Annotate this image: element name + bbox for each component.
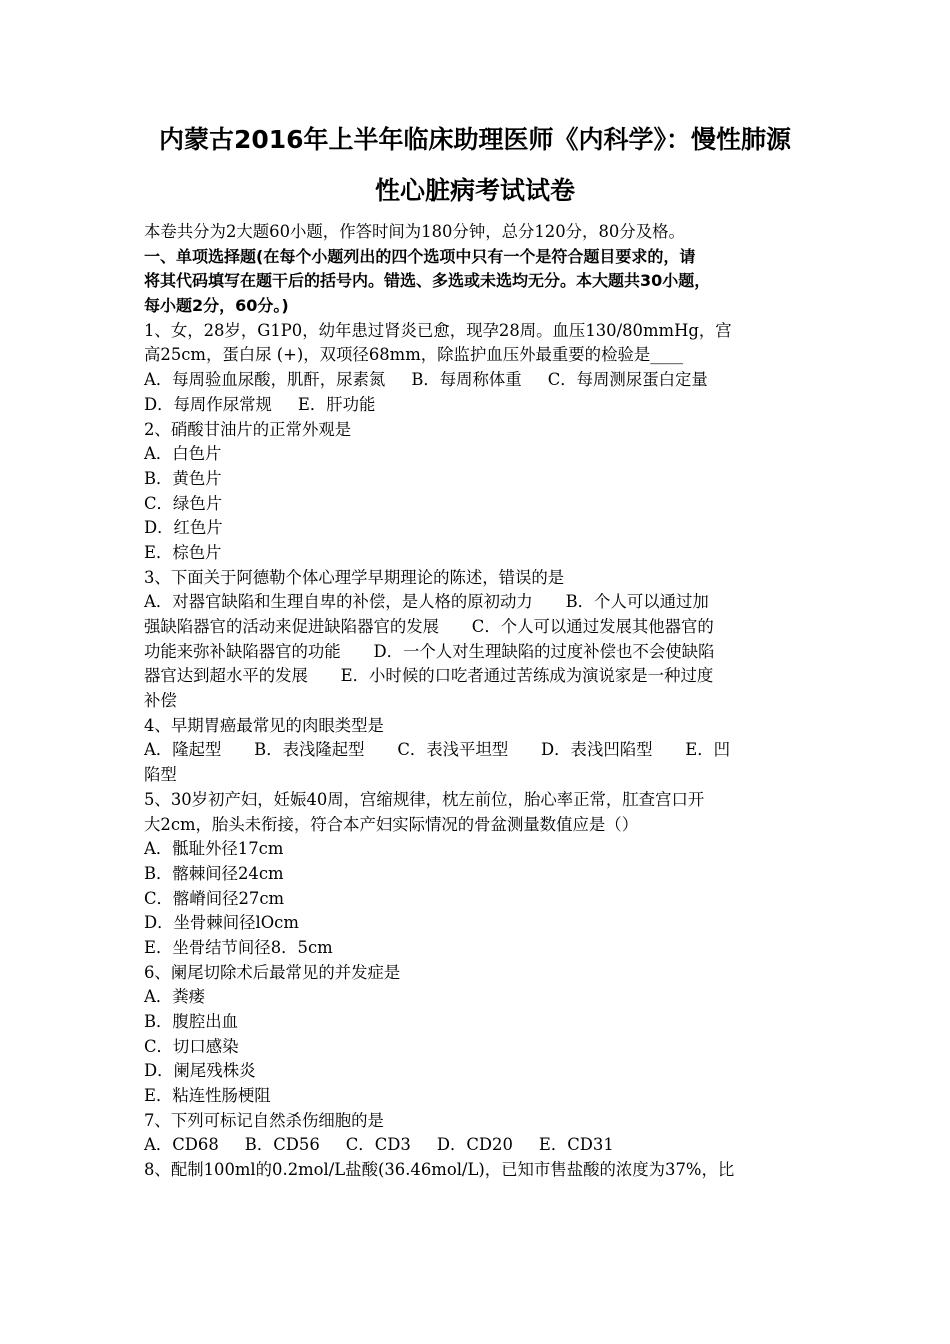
question-item	[144, 788, 809, 961]
option-row	[144, 1059, 809, 1084]
option-row	[144, 1010, 809, 1035]
answer-option[interactable]: D．每周作尿常规	[144, 394, 272, 414]
answer-option[interactable]: E．粘连性肠梗阻	[144, 1086, 271, 1106]
option-row	[144, 1133, 809, 1158]
question-item	[144, 566, 809, 714]
question-item	[144, 961, 809, 1109]
answer-option[interactable]: D．坐骨棘间径lOcm	[144, 913, 299, 933]
section-heading-line: 每小题2分，60分。)	[144, 296, 289, 316]
answer-options-line: 功能来弥补缺陷器官的功能 D．一个人对生理缺陷的过度补偿也不会使缺陷	[144, 641, 715, 661]
question-item	[144, 418, 809, 566]
answer-option[interactable]: A．CD68	[144, 1135, 219, 1155]
question-stem-line: 1、女，28岁，G1P0，幼年患过肾炎已愈，现孕28周。血压130/80mmHg，宫	[144, 320, 732, 340]
question-stem-line: 7、下列可标记自然杀伤细胞的是	[144, 1110, 384, 1130]
answer-options-line: 补偿	[144, 691, 177, 711]
question-list	[144, 319, 809, 1183]
section-heading-line: 将其代码填写在题干后的括号内。错选、多选或未选均无分。本大题共30小题，	[144, 271, 711, 291]
answer-option[interactable]: E．棕色片	[144, 542, 222, 562]
question-item	[144, 714, 809, 788]
option-row	[144, 467, 809, 492]
answer-option[interactable]: D．阑尾残株炎	[144, 1061, 256, 1081]
option-row	[144, 862, 809, 887]
answer-option[interactable]: E．CD31	[538, 1135, 614, 1155]
answer-options-line: 陷型	[144, 765, 177, 785]
option-row	[144, 1035, 809, 1060]
answer-options-line: 强缺陷器官的活动来促进缺陷器官的发展 C．个人可以通过发展其他器官的	[144, 617, 714, 636]
question-stem-line: 4、早期胃癌最常见的肉眼类型是	[144, 715, 384, 735]
question-stem-line: 2、硝酸甘油片的正常外观是	[144, 419, 352, 439]
answer-options-line: A．隆起型 B．表浅隆起型 C．表浅平坦型 D．表浅凹陷型 E．凹	[144, 740, 731, 760]
answer-option[interactable]: A．每周验血尿酸，肌酐，尿素氮	[144, 370, 386, 390]
question-stem-line: 8、配制100ml的0.2mol/L盐酸(36.46mol/L)，已知市售盐酸的浓度为37%，比	[144, 1160, 735, 1180]
section-heading-line: 一、单项选择题(在每个小题列出的四个选项中只有一个是符合题目要求的，请	[144, 246, 696, 266]
option-row	[144, 887, 809, 912]
answer-option[interactable]: B．每周称体重	[411, 370, 522, 390]
answer-option[interactable]: B．CD56	[244, 1135, 320, 1155]
question-item	[144, 1109, 809, 1158]
question-stem-line: 高25cm，蛋白尿 (+)，双项径68mm，除监护血压外最重要的检验是____	[144, 345, 684, 365]
exam-body	[144, 220, 809, 1183]
question-stem-line: 5、30岁初产妇，妊娠40周，宫缩规律，枕左前位，胎心率正常，肛查宫口开	[144, 789, 705, 809]
option-row	[144, 516, 809, 541]
answer-option[interactable]: C．切口感染	[144, 1036, 239, 1056]
option-row	[144, 541, 809, 566]
question-item	[144, 1158, 809, 1183]
answer-option[interactable]: A．白色片	[144, 444, 222, 464]
option-row	[144, 936, 809, 961]
option-row	[144, 911, 809, 936]
section-heading	[144, 245, 809, 319]
option-row	[144, 492, 809, 517]
answer-option[interactable]: B．腹腔出血	[144, 1012, 238, 1031]
answer-option[interactable]: B．黄色片	[144, 468, 222, 488]
answer-option[interactable]: A．骶耻外径17cm	[144, 839, 284, 859]
answer-option[interactable]: E．坐骨结节间径8．5cm	[144, 937, 333, 957]
option-row	[144, 368, 809, 393]
exam-title-line-1: 内蒙古2016年上半年临床助理医师《内科学》：慢性肺源	[158, 125, 792, 154]
answer-option[interactable]: A．粪瘘	[144, 987, 206, 1007]
question-stem-line: 3、下面关于阿德勒个体心理学早期理论的陈述，错误的是	[144, 567, 565, 587]
answer-option[interactable]: C．CD3	[345, 1135, 411, 1155]
answer-option[interactable]: D．红色片	[144, 518, 223, 538]
answer-option[interactable]: C．绿色片	[144, 493, 223, 513]
question-stem-line: 6、阑尾切除术后最常见的并发症是	[144, 962, 401, 982]
exam-title-line-2: 性心脏病考试试卷	[374, 176, 575, 205]
answer-option[interactable]: B．髂棘间径24cm	[144, 863, 284, 883]
answer-option[interactable]: C．每周测尿蛋白定量	[547, 370, 708, 390]
question-stem-line: 大2cm，胎头未衔接，符合本产妇实际情况的骨盆测量数值应是（）	[144, 814, 639, 834]
exam-intro: 本卷共分为2大题60小题，作答时间为180分钟，总分120分，80分及格。	[144, 222, 685, 241]
option-row	[144, 393, 809, 418]
option-row	[144, 442, 809, 467]
answer-option[interactable]: C．髂嵴间径27cm	[144, 888, 285, 908]
answer-option[interactable]: E．肝功能	[297, 394, 376, 414]
answer-options-line: A．对器官缺陷和生理自卑的补偿，是人格的原初动力 B．个人可以通过加	[144, 592, 709, 612]
option-row	[144, 837, 809, 862]
option-row	[144, 985, 809, 1010]
question-item	[144, 319, 809, 418]
answer-options-line: 器官达到超水平的发展 E．小时候的口吃者通过苦练成为演说家是一种过度	[144, 666, 714, 686]
answer-option[interactable]: D．CD20	[436, 1135, 513, 1155]
option-row	[144, 1084, 809, 1109]
